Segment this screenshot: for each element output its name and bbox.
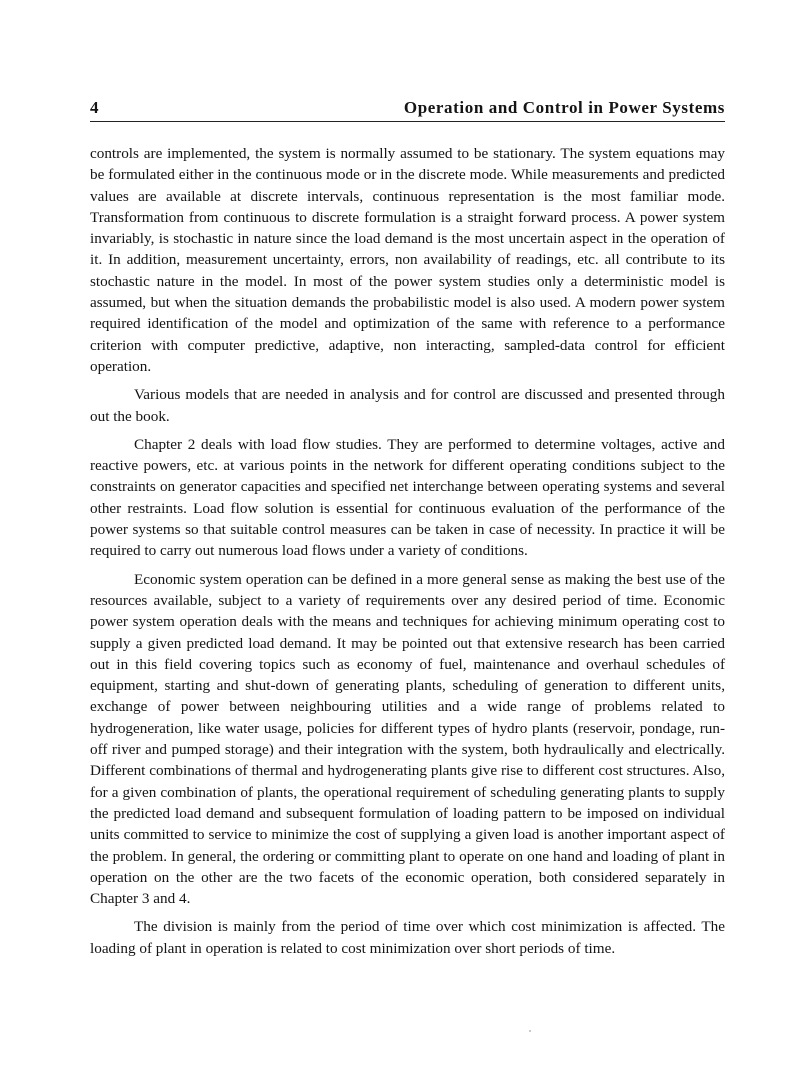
running-title: Operation and Control in Power Systems xyxy=(403,98,725,117)
paragraph-economic-operation: Economic system operation can be defined in a more general sense as making the best use of the resources available, subject to a variety of requirements over any desired period of time. Economic power system operation deals with the means and techniques for achieving minimum operating cost to supply a given predicted load demand. It may be pointed out that extensive research has been carried out in this field covering topics such as economy of fuel, maintenance and overhaul schedules of equipment, starting and shut-down of generating plants, scheduling of generation to different units, exchange of power between neighbouring utilities and a wide range of problems related to hydrogeneration, like water usage, policies for different types of hydro plants (reservoir, pondage, run-off river and pumped storage) and their integration with the system, both hydraulically and electrically. Different combinations of thermal and hydrogenerating plants give rise to different cost structures. Also, for a given combination of plants, the operational requirement of scheduling generating plants to supply the predicted load demand and subsequent formulation of loading pattern to be imposed on individual units committed to service to minimize the cost of supplying a given load is another important aspect of the problem. In general, the ordering or committing plant to operate on one hand and loading of plant in operation on the other are the two facets of the economic operation, both considered separately in Chapter 3 and 4. xyxy=(90,570,725,908)
scan-speck xyxy=(529,1030,531,1032)
paragraph-load-flow: Chapter 2 deals with load flow studies. They are performed to determine voltages, active and reactive powers, etc. at various points in the network for different operating conditions subject to the constraints on generator capacities and specified net interchange between operating systems and several other restraints. Load flow solution is essential for continuous evaluation of the performance of the power systems so that suitable control measures can be taken in case of necessity. In practice it will be required to carry out numerous load flows under a variety of conditions. xyxy=(90,435,725,560)
running-header xyxy=(90,97,725,122)
paragraph-continued: controls are implemented, the system is normally assumed to be stationary. The system equations may be formulated either in the continuous mode or in the discrete mode. While measurements and predicted values are available at discrete intervals, continuous representation is the most familiar mode. Transformation from continuous to discrete formulation is a straight forward process. A power system invariably, is stochastic in nature since the load demand is the most uncertain aspect in the operation of it. In addition, measurement uncertainty, errors, non availability of readings, etc. all contribute to its stochastic nature in the model. In most of the power system studies only a deterministic model is assumed, but when the situation demands the probabilistic model is also used. A modern power system required identification of the model and optimization of the same with reference to a performance criterion with computer predictive, adaptive, non interacting, sampled-data control for efficient operation. xyxy=(90,145,725,375)
body-text xyxy=(90,143,725,966)
paragraph-cost-minimization: The division is mainly from the period of time over which cost minimization is affected. The loading of plant in operation is related to cost minimization over short periods of time. xyxy=(90,918,725,957)
page-number: 4 xyxy=(90,98,99,117)
paragraph-models: Various models that are needed in analysis and for control are discussed and presented through out the book. xyxy=(90,386,725,425)
